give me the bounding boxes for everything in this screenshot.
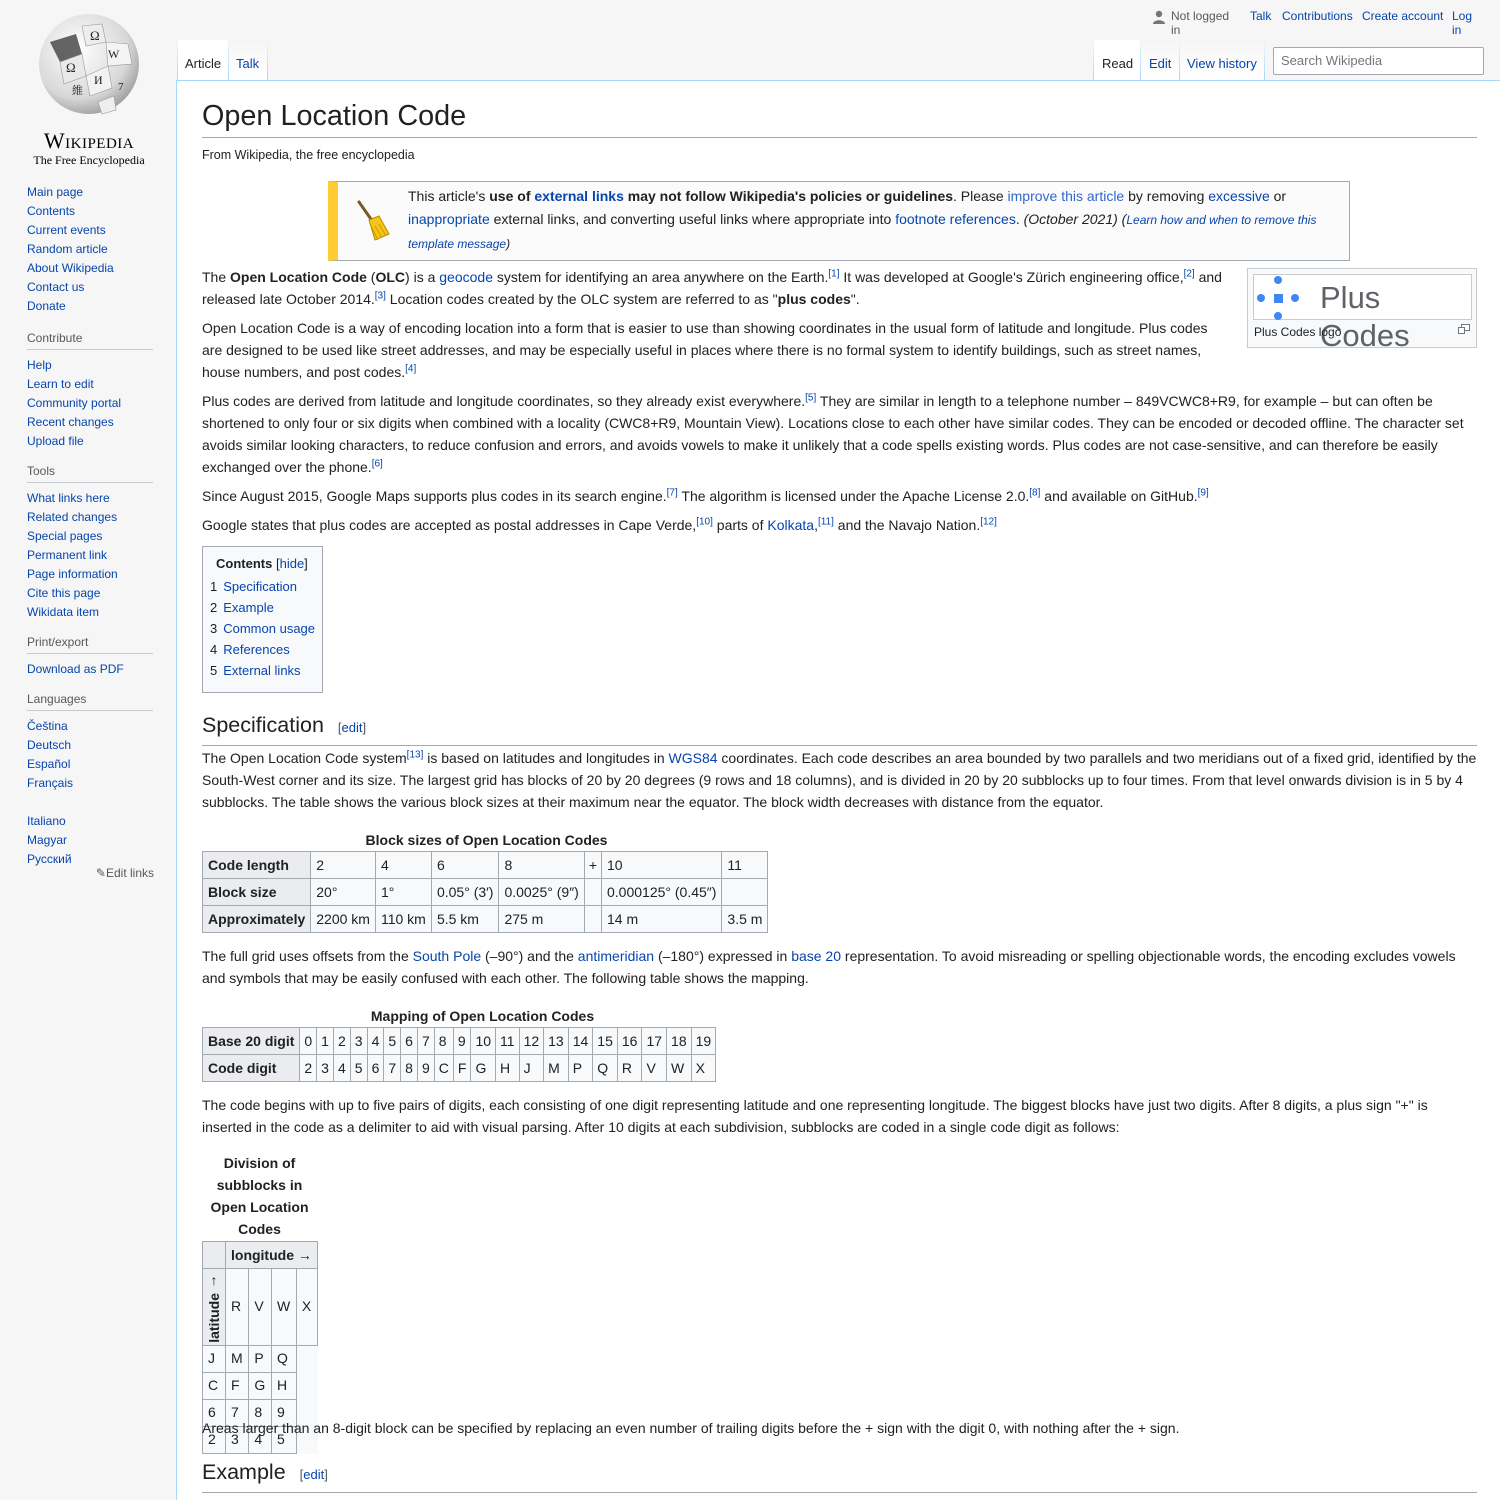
svg-text:W: W	[108, 47, 120, 61]
table-cell: 1	[317, 1028, 334, 1055]
nav-upload-file[interactable]: Upload file	[27, 434, 84, 448]
contributions-link[interactable]: Contributions	[1282, 9, 1353, 23]
table-cell: 15	[593, 1028, 618, 1055]
footnote-references-link[interactable]: footnote references	[895, 211, 1016, 227]
table-cell: 2200 km	[311, 906, 376, 933]
table-cell: P	[249, 1345, 272, 1372]
ref-11[interactable]: [11]	[817, 516, 834, 528]
tools-heading: Tools	[27, 464, 153, 483]
table-cell: 18	[667, 1028, 692, 1055]
table-cell: 3	[350, 1028, 367, 1055]
notice-text: This article's use of external links may not follow Wikipedia's policies or guidelines. Please improve this article by removing excessive or inappropriate external links, and converting useful links where appropriate into footnote references. (October 2021) (Learn how and when to remove this template message)	[408, 188, 1317, 251]
ref-4[interactable]: [4]	[405, 363, 417, 375]
table-cell: 275 m	[499, 906, 584, 933]
row-header: Approximately	[203, 906, 311, 933]
table-cell: G	[471, 1055, 496, 1082]
learn-remove-link[interactable]: Learn how and when to remove this	[1126, 213, 1317, 227]
table-cell: 5	[384, 1028, 401, 1055]
tab-talk[interactable]: Talk	[229, 40, 267, 80]
table-cell: C	[203, 1372, 226, 1399]
table-of-contents	[202, 546, 323, 693]
ref-10[interactable]: [10]	[696, 516, 713, 528]
latitude-header: ↑ latitude	[203, 1269, 226, 1346]
toc-item-common-usage[interactable]: 3 Common usage	[210, 621, 316, 636]
table-cell: 20°	[311, 879, 376, 906]
svg-text:Ω: Ω	[90, 28, 100, 43]
tab-separator	[267, 40, 268, 80]
table-cell: 11	[722, 852, 768, 879]
table-cell: 3	[226, 1426, 249, 1453]
block-sizes-caption: Block sizes of Open Location Codes	[365, 832, 608, 848]
contribute-heading: Contribute	[27, 331, 153, 350]
enlarge-icon[interactable]	[1458, 324, 1470, 334]
table-cell: 8	[499, 852, 584, 879]
table-cell: 2	[300, 1055, 317, 1082]
table-cell: 0.000125° (0.45″)	[602, 879, 722, 906]
navigation-portal	[27, 183, 153, 316]
svg-text:7: 7	[118, 81, 124, 93]
sidebar	[0, 0, 176, 1500]
print-portal	[27, 635, 153, 679]
table-cell: W	[271, 1269, 296, 1346]
personal-talk-link[interactable]: Talk	[1250, 9, 1272, 23]
intro-paragraph-2: Open Location Code is a way of encoding location into a form that is easier to use than showing coordinates in the usual form of latitude and longitude. Plus codes are designed to be used like street addresses, and may be especially useful in places where there is no formal system to identify buildings, such as street names, house numbers, and post codes.[4]	[202, 320, 1208, 380]
ref-5[interactable]: [5]	[805, 392, 817, 404]
lang-francais[interactable]: Français	[27, 776, 74, 790]
table-cell	[584, 906, 601, 933]
toc-item-example[interactable]: 2 Example	[210, 600, 274, 615]
table-cell: 2	[203, 1426, 226, 1453]
spec-paragraph-2: The full grid uses offsets from the South Pole (–90°) and the antimeridian (–180°) expressed in base 20 representation. To avoid misreading or spelling objectionable words, the encoding excludes vowels and symbols that may be easily confused with each other. The following table shows the mapping.	[202, 948, 1456, 986]
site-subtitle: From Wikipedia, the free encyclopedia	[202, 148, 415, 162]
intro-paragraph-5: Google states that plus codes are accepted as postal addresses in Cape Verde,[10] parts of Kolkata,[11] and the Navajo Nation.[12]	[202, 516, 997, 533]
ref-2[interactable]: [2]	[1183, 268, 1195, 280]
edit-specification-link[interactable]: edit	[341, 720, 363, 735]
navigation-list	[27, 183, 153, 316]
table-cell	[722, 879, 768, 906]
table-cell: 9	[453, 1028, 471, 1055]
longitude-header: longitude →	[226, 1242, 318, 1269]
search-input[interactable]: Search Wikipedia	[1273, 47, 1484, 75]
table-cell: 7	[226, 1399, 249, 1426]
block-sizes-table	[202, 851, 768, 933]
table-cell: 3	[317, 1055, 334, 1082]
table-row	[203, 1372, 318, 1399]
lang-russkiy[interactable]: Русский	[27, 852, 72, 866]
table-cell: 8	[249, 1399, 272, 1426]
mapping-caption: Mapping of Open Location Codes	[370, 1008, 595, 1024]
lang-magyar[interactable]: Magyar	[27, 833, 68, 847]
table-cell: 4	[375, 852, 431, 879]
page-title: Open Location Code	[202, 97, 1477, 138]
table-cell: J	[203, 1345, 226, 1372]
svg-text:И: И	[94, 73, 103, 87]
nav-donate[interactable]: Donate	[27, 299, 66, 313]
tab-article[interactable]: Article	[178, 40, 228, 80]
wikipedia-globe-icon	[36, 14, 142, 120]
table-cell: M	[544, 1055, 569, 1082]
ref-8[interactable]: [8]	[1029, 487, 1041, 499]
table-cell: 2	[333, 1028, 350, 1055]
corner-cell	[203, 1242, 226, 1269]
table-cell: 2	[311, 852, 376, 879]
nav-current-events[interactable]: Current events	[27, 223, 106, 237]
tab-read[interactable]: Read	[1094, 40, 1140, 80]
table-cell: 0	[300, 1028, 317, 1055]
specification-heading: Specification [edit]	[202, 710, 1477, 746]
table-cell: 6	[367, 1055, 384, 1082]
nav-learn-to-edit[interactable]: Learn to edit	[27, 377, 94, 391]
lang-italiano[interactable]: Italiano	[27, 814, 66, 828]
antimeridian-link[interactable]: antimeridian	[577, 948, 655, 964]
external-links-notice	[328, 181, 1350, 261]
tab-view-history[interactable]: View history	[1180, 40, 1264, 80]
table-cell: 9	[271, 1399, 296, 1426]
table-cell: 7	[384, 1055, 401, 1082]
table-cell: V	[249, 1269, 272, 1346]
table-cell: X	[296, 1269, 317, 1346]
plus-codes-logo-box	[1247, 268, 1477, 353]
table-cell: V	[642, 1055, 667, 1082]
nav-page-information[interactable]: Page information	[27, 567, 118, 581]
table-cell: 10	[602, 852, 722, 879]
spec-paragraph-1: The Open Location Code system[13] is based on latitudes and longitudes in WGS84 coordinates. Each code describes an area bounded by two parallels and two meridians out of a fixed grid, identified by the South-West corner and its size. The largest grid has blocks of 20 by 20 degrees (9 rows and 18 columns), and is divided in 20 by 20 subblocks up to four times. From that level onwards division is in 5 by 4 subblocks. The table shows the various block sizes at their maximum near the equator. The block width decreases with distance from the equator.	[202, 749, 1477, 810]
table-cell	[584, 879, 601, 906]
ref-9[interactable]: [9]	[1197, 487, 1209, 499]
table-cell: 9	[417, 1055, 434, 1082]
nav-help[interactable]: Help	[27, 358, 52, 372]
table-cell: 3.5 m	[722, 906, 768, 933]
user-icon	[1152, 10, 1166, 24]
plus-codes-logo-text: Plus Codes	[1320, 280, 1410, 353]
nav-community-portal[interactable]: Community portal	[27, 396, 122, 410]
lang-espanol[interactable]: Español	[27, 757, 71, 771]
ref-7[interactable]: [7]	[666, 487, 678, 499]
languages-heading: Languages	[27, 692, 153, 711]
table-cell: 6	[431, 852, 498, 879]
ref-12[interactable]: [12]	[980, 516, 997, 528]
ref-13[interactable]: [13]	[406, 749, 424, 761]
table-cell: P	[568, 1055, 593, 1082]
table-cell: 110 km	[375, 906, 431, 933]
table-cell: 7	[417, 1028, 434, 1055]
toc-item-external-links[interactable]: 5 External links	[210, 663, 301, 678]
table-cell: 12	[519, 1028, 544, 1055]
print-heading: Print/export	[27, 635, 153, 654]
table-cell: H	[496, 1055, 520, 1082]
table-cell: 5	[271, 1426, 296, 1453]
row-header: Base 20 digit	[203, 1028, 300, 1055]
table-cell: 14	[568, 1028, 593, 1055]
table-cell: 13	[544, 1028, 569, 1055]
subblocks-caption: Division of subblocks in Open Location Codes	[210, 1155, 309, 1237]
template-message-link[interactable]: template message	[408, 237, 507, 251]
table-cell: R	[226, 1269, 249, 1346]
improve-article-link[interactable]: improve this article	[1007, 188, 1125, 204]
intro-paragraph-1: The Open Location Code (OLC) is a geocode system for identifying an area anywhere on the Earth.[1] It was developed at Google's Zürich engineering office,[2] and released late October 2014.[3] Location codes created by the OLC system are referred to as "plus codes".	[202, 268, 1222, 307]
example-heading: Example [edit]	[202, 1457, 1477, 1493]
row-header: Code length	[203, 852, 311, 879]
tab-edit[interactable]: Edit	[1141, 40, 1179, 80]
table-cell: +	[584, 852, 601, 879]
row-header: Code digit	[203, 1055, 300, 1082]
tools-portal	[27, 464, 153, 622]
toc-item-specification[interactable]: 1 Specification	[210, 579, 297, 594]
table-cell: Q	[593, 1055, 618, 1082]
svg-text:維: 維	[72, 85, 83, 97]
excessive-link[interactable]: excessive	[1208, 188, 1270, 204]
view-tabs	[1093, 40, 1268, 80]
table-row	[203, 852, 768, 879]
table-cell: 1°	[375, 879, 431, 906]
logo-tagline: The Free Encyclopedia	[33, 153, 145, 167]
content-area	[176, 80, 1500, 1500]
table-cell: W	[667, 1055, 692, 1082]
nav-what-links-here[interactable]: What links here	[27, 491, 110, 505]
toc-item-references[interactable]: 4 References	[210, 642, 290, 657]
contribute-portal	[27, 331, 153, 451]
table-cell: 6	[401, 1028, 418, 1055]
table-cell: F	[453, 1055, 471, 1082]
table-cell: 19	[691, 1028, 716, 1055]
table-cell: 8	[434, 1028, 453, 1055]
logo-caption: Plus Codes logo	[1254, 325, 1342, 339]
table-cell: 10	[471, 1028, 496, 1055]
table-cell: 5	[350, 1055, 367, 1082]
nav-random-article[interactable]: Random article	[27, 242, 108, 256]
table-cell: X	[691, 1055, 716, 1082]
tab-separator	[1264, 40, 1265, 80]
ref-6[interactable]: [6]	[371, 458, 383, 470]
nav-contents[interactable]: Contents	[27, 204, 76, 218]
pencil-icon: ✎	[95, 866, 106, 880]
nav-related-changes[interactable]: Related changes	[27, 510, 118, 524]
table-cell: G	[249, 1372, 272, 1399]
lang-spacer	[27, 793, 153, 812]
toc-hide-button[interactable]: hide	[279, 556, 305, 571]
table-cell: 4	[367, 1028, 384, 1055]
table-cell: 5.5 km	[431, 906, 498, 933]
table-cell: R	[617, 1055, 642, 1082]
table-cell: 11	[496, 1028, 520, 1055]
table-cell: 4	[333, 1055, 350, 1082]
edit-links-button[interactable]: ✎Edit links	[95, 866, 154, 880]
table-cell: 8	[401, 1055, 418, 1082]
intro-paragraph-3: Plus codes are derived from latitude and longitude coordinates, so they already exist everywhere.[5] They are similar in length to a telephone number – 849VCWC8+R9, for example – but can often be shortened to only four or six digits when combined with a locality (CWC8+R9, Mountain View). Locations close to each other have similar codes. They can be encoded or decoded offline. The character set avoids similar looking characters, to reduce confusion and errors, and avoids vowels to make it unlikely that a code spells existing words. Plus codes are not case-sensitive, and can therefore be easily exchanged over the phone.[6]	[202, 392, 1464, 475]
mapping-table	[202, 1027, 716, 1082]
edit-example-link[interactable]: edit	[303, 1467, 325, 1482]
base-20-link[interactable]: base 20	[791, 948, 842, 964]
broom-icon	[355, 200, 391, 242]
table-cell: 0.05° (3′)	[431, 879, 498, 906]
table-row	[203, 879, 768, 906]
user-status: Not logged in	[1152, 9, 1238, 37]
table-cell: J	[519, 1055, 544, 1082]
ref-3[interactable]: [3]	[374, 290, 386, 302]
nav-contact[interactable]: Contact us	[27, 280, 85, 294]
nav-recent-changes[interactable]: Recent changes	[27, 415, 114, 429]
geocode-link[interactable]: geocode	[439, 269, 493, 285]
table-cell: F	[226, 1372, 249, 1399]
table-row	[203, 1055, 716, 1082]
nav-cite-this-page[interactable]: Cite this page	[27, 586, 101, 600]
plus-codes-dots-icon	[1257, 275, 1317, 321]
kolkata-link[interactable]: Kolkata	[767, 517, 815, 533]
nav-about[interactable]: About Wikipedia	[27, 261, 114, 275]
ref-1[interactable]: [1]	[828, 268, 840, 280]
wikipedia-logo[interactable]	[22, 14, 156, 167]
table-cell: 6	[203, 1399, 226, 1426]
table-cell: 14 m	[602, 906, 722, 933]
spec-paragraph-4: Areas larger than an 8-digit block can be specified by replacing an even number of trailing digits before the + sign with the digit 0, with nothing after the + sign.	[202, 1420, 1180, 1436]
lang-cestina[interactable]: Čeština	[27, 719, 68, 733]
logo-wordmark: Wikipedia	[43, 128, 135, 153]
languages-portal	[27, 692, 153, 869]
south-pole-link[interactable]: South Pole	[412, 948, 482, 964]
table-cell: 0.0025° (9″)	[499, 879, 584, 906]
nav-special-pages[interactable]: Special pages	[27, 529, 103, 543]
nav-download-pdf[interactable]: Download as PDF	[27, 662, 124, 676]
login-link[interactable]: Log in	[1452, 9, 1473, 37]
external-links-link[interactable]: external links	[534, 188, 624, 204]
table-cell: 17	[642, 1028, 667, 1055]
wgs84-link[interactable]: WGS84	[668, 750, 718, 766]
table-cell: C	[434, 1055, 453, 1082]
table-cell: M	[226, 1345, 249, 1372]
lang-deutsch[interactable]: Deutsch	[27, 738, 72, 752]
nav-main-page[interactable]: Main page	[27, 185, 84, 199]
row-header: Block size	[203, 879, 311, 906]
table-cell: 16	[617, 1028, 642, 1055]
spec-paragraph-3: The code begins with up to five pairs of digits, each consisting of one digit representing latitude and one representing longitude. The biggest blocks have just two digits. After 8 digits, a plus sign "+" is inserted in the code as a delimiter to aid with visual parsing. After 10 digits at each subdivision, subblocks are coded in a single code digit as follows:	[202, 1097, 1428, 1135]
create-account-link[interactable]: Create account	[1362, 9, 1444, 23]
table-cell: 4	[249, 1426, 272, 1453]
table-cell: H	[271, 1372, 296, 1399]
table-cell: Q	[271, 1345, 296, 1372]
table-row	[203, 1345, 318, 1372]
inappropriate-link[interactable]: inappropriate	[408, 211, 490, 227]
toc-title: Contents [hide]	[216, 556, 308, 571]
table-row	[203, 906, 768, 933]
svg-text:Ω: Ω	[66, 60, 76, 75]
intro-paragraph-4: Since August 2015, Google Maps supports plus codes in its search engine.[7] The algorithm is licensed under the Apache License 2.0.[8] and available on GitHub.[9]	[202, 487, 1209, 504]
nav-wikidata-item[interactable]: Wikidata item	[27, 605, 100, 619]
table-row	[203, 1028, 716, 1055]
nav-permanent-link[interactable]: Permanent link	[27, 548, 108, 562]
